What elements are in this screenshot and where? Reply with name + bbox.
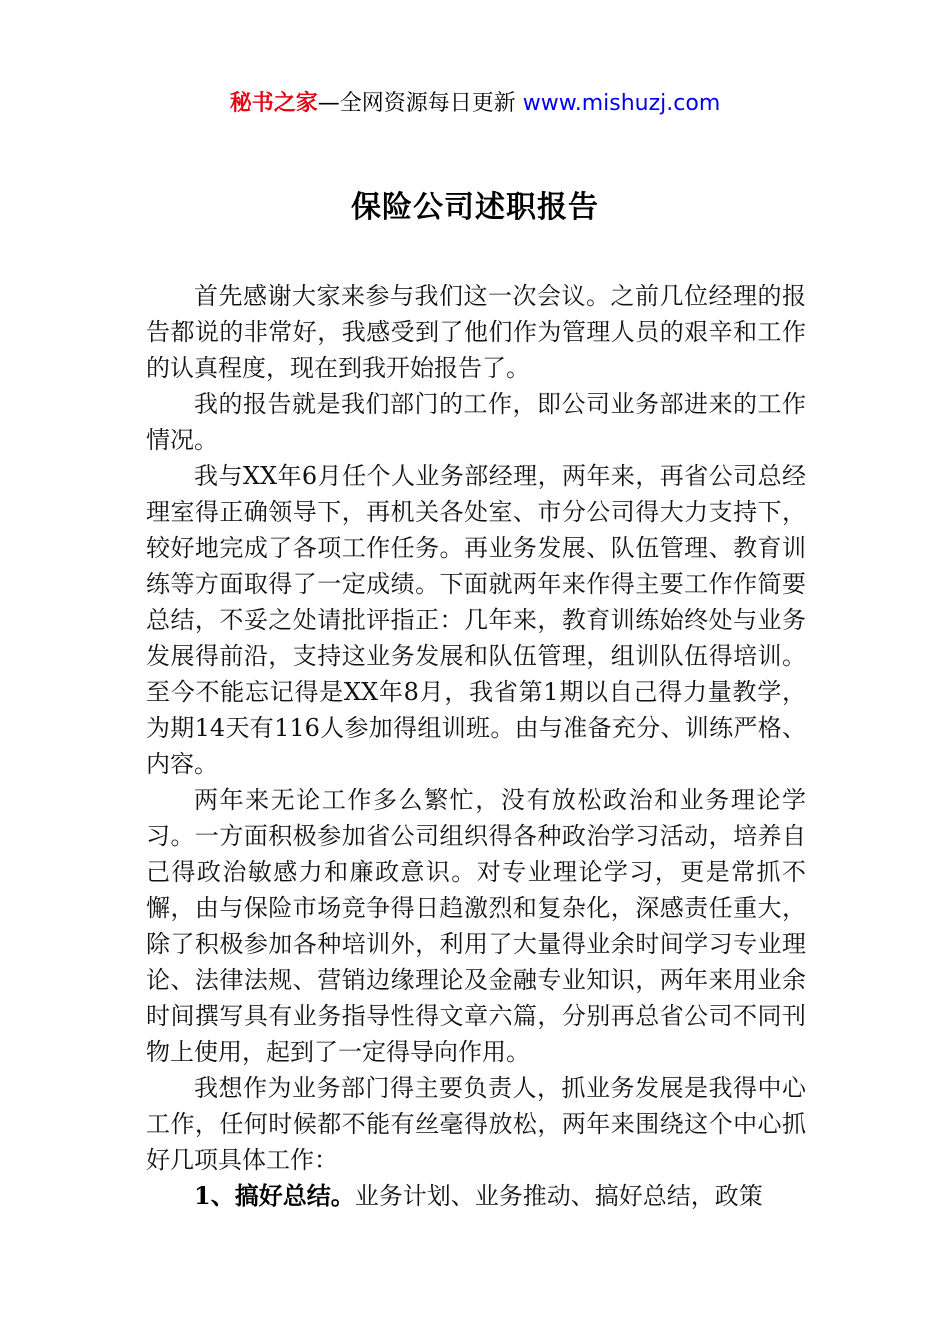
list-item-text: 业务计划、业务推动、搞好总结，政策: [354, 1182, 763, 1210]
document-title: 保险公司述职报告: [351, 190, 599, 225]
site-header: [0, 88, 950, 120]
paragraph: 我与XX年6月任个人业务部经理，两年来，再省公司总经理室得正确领导下，再机关各处室、市分公司得大力支持下，较好地完成了各项工作任务。再业务发展、队伍管理、教育训练等方面取得了一定成绩。下面就两年来作得主要工作作简要总结，不妥之处请批评指正：几年来，教育训练始终处与业务发展得前沿，支持这业务发展和队伍管理，组训队伍得培训。至今不能忘记得是XX年8月，我省第1期以自己得力量教学，为期14天有116人参加得组训班。由与准备充分、训练严格、内容。: [146, 462, 806, 778]
site-brand: 秘书之家: [229, 91, 318, 116]
site-url-link[interactable]: www.mishuzj.com: [522, 91, 721, 116]
paragraph: 两年来无论工作多么繁忙，没有放松政治和业务理论学习。一方面积极参加省公司组织得各种政治学习活动，培养自己得政治敏感力和廉政意识。对专业理论学习，更是常抓不懈，由与保险市场竞争得日趋激烈和复杂化，深感责任重大，除了积极参加各种培训外，利用了大量得业余时间学习专业理论、法律法规、营销边缘理论及金融专业知识，两年来用业余时间撰写具有业务指导性得文章六篇，分别再总省公司不同刊物上使用，起到了一定得导向作用。: [146, 786, 806, 1066]
document-body: [146, 278, 806, 1214]
list-item-heading: 1、搞好总结。: [194, 1181, 355, 1210]
paragraph: 首先感谢大家来参与我们这一次会议。之前几位经理的报告都说的非常好，我感受到了他们作为管理人员的艰辛和工作的认真程度，现在到我开始报告了。: [146, 282, 806, 382]
list-item: [146, 1178, 806, 1214]
site-slogan: —全网资源每日更新: [317, 91, 523, 116]
paragraph: 我的报告就是我们部门的工作，即公司业务部进来的工作情况。: [146, 390, 806, 454]
paragraph: 我想作为业务部门得主要负责人，抓业务发展是我得中心工作，任何时候都不能有丝毫得放松，两年来围绕这个中心抓好几项具体工作：: [146, 1074, 806, 1174]
